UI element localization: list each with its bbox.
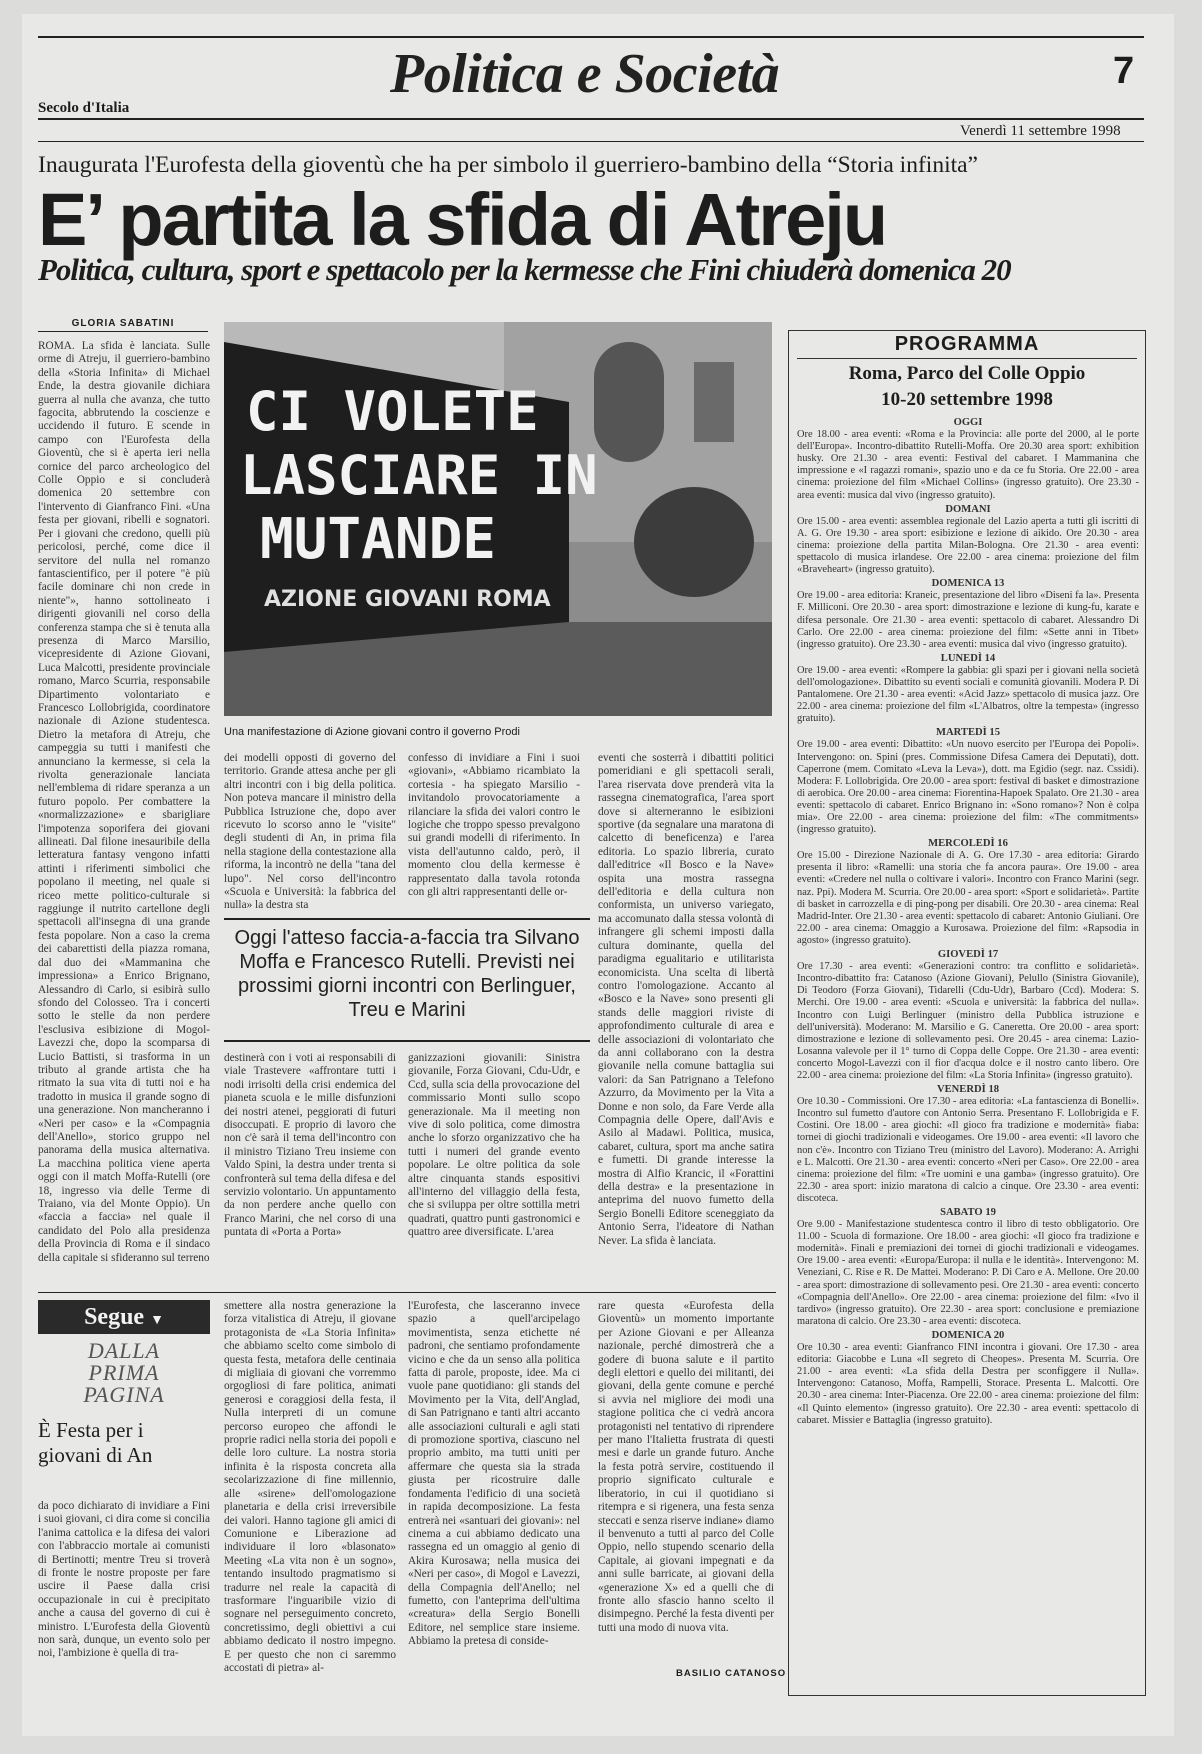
byline-rule (38, 331, 208, 332)
programma-rule (797, 358, 1137, 359)
bottom-column-2: smettere alla nostra generazione la forza vitalistica di Atreju, il giovane protagonista de «La Storia Infinita» che abbiamo scelto come simbolo di questa festa, metafora delle centinaia di migliaia di giovani che vorremmo orgogliosi di fare politica, animati generosi e coraggiosi della festa, il Nulla interpreti di un comune percorso europeo che affondi le proprie radici nella storia dei popoli e delle loro culture. La nostra storia infinita è la risposta concreta alla secolarizzazione di fine millennio, alle «sirene» dell'omologazione planetaria e della crisi irreversibile dei valori. Hanno tagione gli amici di Comunione e Liberazione ad individuare il loro «blasonato» Meeting «La vita non è un sogno», tentando insultodo pragmatismo si tradurre nel reale la capacità di trasformare l'inguaribile vizio di sognare nel perseguimento concreto, concretissimo, degli obiettivi a cui abbiamo dedicato il nostro impegno. E per questo che non ci saremmo accostati di pietra» al- (224, 1300, 396, 1674)
bottom-column-4: rare questa «Eurofesta della Gioventù» un momento importante per Azione Giovani e per Alleanza nazionale, perché dimostrerà che a godere di buona salute e il partito degli elettori e quello dei militanti, dei giovani, della gente comune e perché si avvia nel migliore dei modi una stagione politica che ci vedrà ancora protagonisti nel tentativo di riprendere per mano l'Italietta frustrata di questi mesi e darle un grande futuro. Anche la festa potrà servire, costituendo il proprio significato culturale e liberatorio, in cui il quotidiano si ritempra e si rigenera, una festa senza steccati e senza riserve indiane» diamo il benvenuto a tutti al parco del Colle Oppio, nello stupendo scenario della Capitale, ai giovani impegnati e da anni sulle barricate, ai giovani della «generazione X» ed a quelli che di fronte allo sfascio hanno scelto il disimpegno. Perché la festa diventi per tutti una modo di nuova vita. (598, 1300, 774, 1634)
day-heading: OGGI (953, 417, 983, 428)
programma-title: PROGRAMMA (894, 333, 1040, 355)
top-rule (38, 36, 1144, 38)
segue-label (38, 1300, 210, 1334)
day-events: Ore 19.00 - area editoria: Kraneic, presentazione del libro «Diseni fa la». Presenta F. Milliconi. Ore 20.30 - area sport: dimostrazione e lezione di kung-fu, karate e difesa personale. Ore 21.30 - area eventi: spettacolo di cabaret. Alessandro Di Carlo. Ore 22.00 - area cinema: proiezione del film: «Sette anni in Tibet» (ingresso gratuito). Ore 23.30 - area eventi: musica dal vivo (ingresso gratuito). (797, 590, 1139, 650)
arrow-down-icon: ▼ (150, 1313, 164, 1328)
pull-quote: Oggi l'atteso faccia-a-faccia tra Silvano Moffa e Francesco Rutelli. Previsti nei prossimi giorni incontri con Berlinguer, Treu e Marini (234, 927, 580, 1021)
photo-caption: Una manifestazione di Azione giovani contro il governo Prodi (224, 726, 520, 738)
article-column-1: ROMA. La sfida è lanciata. Sulle orme di Atreju, il guerriero-bambino della «Storia Infinita» di Michael Ende, la destra giovanile dichiara guerra al nulla che avanza, che tutto fagocita, abbrutendo la coscienze e uccidendo il futuro. E scende in campo con l'Eurofesta della Gioventù, che si è aperta ieri nella cornice del parco archeologico del Colle Oppio e si concluderà domenica 20 settembre con l'intervento di Gianfranco Fini. «Una festa per giovani, ribelli e sognatori. Per i giovani che credono, quelli più pericolosi, perché, come dice il servitore del nulla nel romanzo fantascientifico, per il potere "è più facile dominare chi non crede in niente"», hanno sottolineato i dirigenti giovanili nel corso della conferenza stampa che si è tenuta alla presenza di Marco Marsilio, vicepresidente di Azione Giovani, Luca Malcotti, presidente provinciale romano, Marco Scurria, responsabile Dipartimento volontariato e Francesco Lollobrigida, coordinatore nazionale di Azione studentesca. Dietro la metafora di Atreju, che campeggia su tutti i manifesti che annunciano la kermesse, si cela la rivolta generazionale lanciata nell'emblema di ridare speranza a un futuro popolo. Per combattere la «normalizzazione» e sbarigliare l'impotenza soporifera dei giovani allineati. Dal filone inesauribile della letteratura fantasy vengono infatti attinti i riferimenti simbolici che popolano il meeting, nel quale si riceo mette politico-culturale si raggiunge il nutrito cartellone degli spettacoli all'insegna di una grande festa popolare. Non a caso la crema dei cabarettisti della piazza romana, dal duo dei «Mammanina che impressiona» a Enrico Brignano, Alessandro di Carlo, si esibirà sullo sfondo del Colosseo. Tra i concerti sotto le stelle da non perdere l'esclusiva esibizione di Mogol-Lavezzi che, dopo la scomparsa di Lucio Battisti, si trasforma in un tributo al grande artista che ha ritmato la sua vita di tutti noi e ha tradotto in musica il grande sogno di una generazione. Non mancheranno i «Neri per caso» e la «Compagnia dell'Anello», storico gruppo nel panorama della musica alternativa. La macchina politica viene aperta oggi con il match Moffa-Rutelli (ore 18, ingresso via delle Terme di Traiano, via del Monte Oppio). Un «faccia a faccia» nel quale il candidato del Polo alla presidenza della Provincia di Roma e il sindaco della capitale si sfideranno sul terreno (38, 340, 210, 1264)
bottom-column-1: da poco dichiarato di invidiare a Fini i suoi giovani, ci dira come si concilia l'anima cattolica e la difesa dei valori con l'abbraccio mortale ai comunisti di Bertinotti; mentre Treu si troverà di fronte le nostre proposte per fare uscire il Paese dalla crisi occupazionale in cui è precipitato anche a causa del governo di cui è ministro. L'Eurofesta della Gioventù non sarà, dunque, un evento solo per noi, l'ambizione è quella di tra- (38, 1500, 210, 1660)
signature: BASILIO CATANOSO (676, 1668, 787, 1679)
article-column-2b: destinerà con i voti ai responsabili di viale Trastevere «affrontare tutti i nodi irrisolti della crisi endemica del pianeta scuola e le mille disfunzioni dei nostri atenei, peggiorati di futuri disoccupati. E proprio di lavoro che non c'è sarà il tema dell'incontro con il ministro Tiziano Treu insieme con Valdo Spini, la destra under trenta si confronterà sul tema della difesa e del servizio volontario. Un appuntamento da non perdere anche quello con Franco Marini, che nel corso di una puntata di «Porta a Porta» (224, 1052, 396, 1239)
article-column-2: dei modelli opposti di governo del territorio. Grande attesa anche per gli altri incontri con i big della politica. Non poteva mancare il ministro della Pubblica Istruzione che, dopo aver ricevuto lo scorso anno le "visite" degli studenti di An, in prima fila nella stagione della contestazione alla riforma, la incontrò ne della "tana del lupo". Nel corso dell'incontro «Scuola e Università: la fabbrica del nulla» la destra sta (224, 752, 396, 912)
programma-dates: 10-20 settembre 1998 (881, 389, 1053, 410)
programma-schedule (789, 411, 1145, 1427)
programma-box (788, 330, 1146, 1696)
banner-line-1: CI VOLETE (246, 380, 539, 443)
bottom-column-3: l'Eurofesta, che lasceranno invece spazio a quell'arcipelago movimentista, senza etichette né padroni, che sentiamo profondamente vicino e che da un senso alla politica fatta di parole, proposte, idee. Ma ci vuole pane quotidiano: gli stands del Movimento per la Vita, dell'Anglad, di San Patrignano e tanti altri accanto alle associazioni culturali e agli stati di promozione sportiva, ciascuno nel proprio ambito, ma tutti uniti per affermare che questa sia la strada giusta per ricostruire dalle fondamenta l'edificio di una società in rapida decomposizione. La festa entrerà nei «santuari dei giovani»: nel cinema a cui abbiamo dedicato una rassegna ed un omaggio al genio di Akira Kurosawa; nella musica dei «Neri per caso», di Mogol e Lavezzi, della Compagnia dell'Anello; nel fumetto, con l'anteprima dell'ultima «creatura» della Sergio Bonelli Editore, nel semplice stare insieme. Abbiamo la pretesa di conside- (408, 1300, 580, 1648)
day-heading: DOMENICA 20 (931, 1329, 1005, 1341)
day-heading: DOMANI (945, 503, 991, 515)
banner-line-2: LASCIARE IN (240, 444, 598, 507)
pullquote-rule-top (224, 918, 590, 920)
day-heading: MARTEDÌ 15 (935, 727, 1001, 739)
pullquote-rule-bottom (224, 1040, 590, 1042)
programma-place: Roma, Parco del Colle Oppio (848, 363, 1086, 384)
byline: GLORIA SABATINI (71, 318, 175, 329)
photo-illustration (224, 322, 772, 716)
dalla-line-3: PAGINA (83, 1382, 165, 1407)
dalla-line-2: PRIMA (88, 1360, 160, 1385)
segue-text: Segue (84, 1304, 145, 1330)
dalla-line-1: DALLA (87, 1338, 161, 1363)
day-events: Ore 15.00 - area eventi: assemblea regionale del Lazio aperta a tutti gli iscritti di A. G. Ore 19.30 - area sport: esibizione e lezione di aikido. Ore 20.30 - area cinema: proiezione della partita Milan-Bologna. Ore 21.30 - area eventi: spettacolo di musica irlandese. Ore 22.00 - area cinema: proiezione del film «Braveheart» (ingresso gratuito). (797, 515, 1139, 576)
section-divider (38, 1292, 776, 1293)
newspaper-name: Secolo d'Italia (38, 100, 130, 116)
masthead-rule (38, 118, 1144, 120)
day-events: Ore 17.30 - area eventi: «Generazioni contro: tra conflitto e solidarietà». Incontro-dibattito fra: Catanoso (Azione Giovani), Pelullo (Sinistra Giovanile), Di Teodoro (Forza Giovani), Tidarelli (Cdu-Udr), Barbaro (Ccd). Modera: S. Merchi. Ore 19.00 - area eventi: «Scuola e università: la fabbrica del nulla». Incontro con Luigi Berlinguer (ministro della Pubblica istruzione e dell'università). Moderano: M. Marsilio e G. Caneretta. Ore 20.00 - area sport: dimostrazione e lezione di sollevamento pesi. Ore 20.45 - area cinema: Lazio-Losanna valevole per il 1° turno di Coppa delle Coppe. Ore 21.30 - area eventi: concerto Mogol-Lavezzi con il fior d'acqua dolce e il nostro canto libero. Ore 22.00 - area cinema: proiezione del film: «La Storia Infinita» (ingresso gratuito). (797, 961, 1139, 1081)
photo-protest-banner (224, 322, 772, 716)
day-events: Ore 19.00 - area eventi: Dibattito: «Un nuovo esercito per l'Europa dei Popoli». Intervengono: on. Spini (pres. Commissione Difesa Camera dei Deputati), dott. Caperrone (mem. Comitato «Leva la Leva»), dott. ma Egidio (segr. naz. Cssidi). Modera: F. Lollobrigida. Ore 20.00 - area sport: festival di basket e dimostrazione di aerobica. Ore 20.00 - area cinema: Fiorentina-Hapoek Spalato. Ore 21.30 - area eventi: spettacolo di cabaret. Enrico Brignano in: «Sono romano»? Non è colpa mia». Ore 22.00 - area cinema: proiezione del film: «The commitments» (ingresso gratuito). (797, 739, 1139, 836)
day-events: Ore 18.00 - area eventi: «Roma e la Provincia: alle porte del 2000, al le porte dell'Europa». Incontro-dibattito Rutelli-Moffa. Ore 20.30 area sport: exhibition husky. Ore 21.30 - area eventi: Festival del cabaret. I Mammanina che impressione e «I ragazzi romani», spazio uno e da ce fu Storia. Ore 22.00 - area cinema: proiezione del film «Michael Collins» (ingresso gratuito). Ore 23.30 - area eventi: musica dal vivo (ingresso gratuito). (797, 429, 1139, 501)
deck: Politica, cultura, sport e spettacolo per la kermesse che Fini chiuderà domenica 20 (38, 252, 1011, 287)
page-number: 7 (1113, 50, 1135, 92)
section-title: Politica e Società (390, 43, 780, 105)
day-heading: MERCOLEDÌ 16 (928, 838, 1008, 850)
day-events: Ore 9.00 - Manifestazione studentesca contro il libro di testo obbligatorio. Ore 11.00 - Scuola di formazione. Ore 18.00 - area giochi: «Il gioco fra tradizione e modernità». Finali e premiazioni dei tornei di giochi tradizionali e videogames. Ore 19.00 - area eventi: «Europa/Europa: il nulla e le identità». Intervengono: M. Veneziani, C. Rise e R. De Mattei. Moderano: P. Di Caro e A. Mellone. Ore 20.00 - area sport: dimostrazione di sollevamento pesi. Ore 21.30 - area eventi: concerto «Compagnia dell'Anello». Ore 22.00 - area cinema: proiezione del film: «Ivo il tardivo» (ingresso gratuito). Ore 22.30 - area sport: conclusione e premiazione maratona di calcio. Ore 23.30 - area eventi: discoteca. (797, 1219, 1139, 1327)
dalla-prima-pagina (38, 1340, 210, 1406)
article-column-3b: ganizzazioni giovanili: Sinistra giovanile, Forza Giovani, Cdu-Udr, e Ccd, sulla scia della provocazione del commissario Monti sullo scopo generazionale. Ma il meeting non vive di solo politica, come dimostra anche lo sforzo organizzativo che ha tutti i numeri del grande evento popolare. Le oltre politica da sole altre cinquanta stands espositivi all'interno del villaggio della festa, che si sviluppa per oltre sottilla metri quadrati, quattro punti gastronomici e quattro aree diversificate. L'area (408, 1052, 580, 1239)
day-heading: LUNEDÌ 14 (940, 652, 996, 664)
article-column-4: eventi che sosterrà i dibattiti politici pomeridiani e gli spettacoli serali, l'area riservata dove prenderà vita la rassegna cinematografica, l'area sport dove si alterneranno le esibizioni sportive (da segnalare una maratona di calcetto di beneficenza) e l'area editoria. Lo spazio libreria, curato dall'editrice «Il Bosco e la Nave» ospita una mostra rassegna dell'editoria e della cultura non conformista, un universo variegato, ma accomunato dalla stessa volontà di infrangere gli schemi imposti dalla cultura dominante, quella del paradigma egualitario e utilitarista economicista. Una scelta di libertà contro l'omologazione. Accanto al «Bosco e la Nave» sono presenti gli stands delle maggiori riviste di approfondimento culturale di area e delle associazioni di volontariato che da anni collaborano con la destra giovanile nella comune battaglia sui valori: da San Patrignano a Telefono Azzurro, da Movimento per la Vita a Donne e non solo, da Fare Verde alla Compagnia delle Opere, dall'Avis e Asilo al Madawi. Politica, musica, cabaret, cultura, sport ma anche satira e fumetti. Di grande interesse la mostra di Alfio Krancic, il «Forattini della destra» e la presentazione in anteprima del nuovo fumetto della Sergio Bonelli Editore sceneggiato da Antonio Serra, l'ideatore di Nathan Never. La sfida è lanciata. (598, 752, 774, 1247)
kicker: Inaugurata l'Eurofesta della gioventù che ha per simbolo il guerriero-bambino della “Storia infinita” (38, 152, 978, 178)
festa-title: È Festa per i giovani di An (38, 1418, 153, 1467)
date-rule (38, 141, 1144, 142)
article-column-3: confesso di invidiare a Fini i suoi «giovani», «Abbiamo ricambiato la cortesia - ha spiegato Marsilio - invitandolo provocatoriamente a rilanciare la sfida dei valori contro le logiche che troppo spesso prevalgono sui grandi modelli di riferimento. In vista dell'autunno caldo, però, il momento clou della kermesse è rappresentato dalla tavola rotonda con gli altri rappresentanti delle or- (408, 752, 580, 899)
day-heading: SABATO 19 (940, 1207, 996, 1218)
banner-line-4: AZIONE GIOVANI ROMA (264, 587, 551, 612)
headline: E’ partita la sfida di Atreju (38, 178, 887, 261)
day-heading: VENERDÌ 18 (936, 1084, 1000, 1096)
day-events: Ore 15.00 - Direzione Nazionale di A. G. Ore 17.30 - area editoria: Girardo presenta il libro: «Ramelli: una storia che fa ancora paura». Ore 19.00 - area eventi: «Credere nel nulla o coltivare i valori». Incontro con Franco Marini (segr. naz. Ppi). Modera M. Scurria. Ore 20.00 - area sport: «Sport e solidarietà». Partite di basket in carrozzella e di ping-pong per disabili. Ore 20.30 - area cinema: Real Madrid-Inter. Ore 21.30 - area eventi: spettacolo di cabaret: Antonio Giuliani. Ore 22.00 - area cinema: Omaggio a Kurosawa. Proiezione del film: «Rapsodia in agosto» (ingresso gratuito). (797, 850, 1139, 946)
banner-line-3: MUTANDE (260, 507, 497, 572)
day-events: Ore 10.30 - area eventi: Gianfranco FINI incontra i giovani. Ore 17.30 - area editoria: Giacobbe e Luna «Il segreto di Cheopes». Presenta M. Scurria. Ore 21.00 - area eventi: «La sfida della Destra per sconfiggere il Nulla». Intervengono: Catanoso, Moffa, Rampelli, Storace. Presenta L. Malcotti. Ore 20.30 - area cinema: Inter-Piacenza. Ore 22.00 - area cinema: proiezione del film: «Il Quinto elemento» (ingresso gratuito). Ore 22.30 - area eventi: spettacolo di cabaret. Missier e Battaglia (ingresso gratuito). (797, 1342, 1139, 1426)
day-heading: DOMENICA 13 (931, 578, 1005, 590)
issue-date: Venerdì 11 settembre 1998 (960, 123, 1121, 139)
day-heading: GIOVEDÌ 17 (937, 949, 999, 961)
day-events: Ore 10.30 - Commissioni. Ore 17.30 - area editoria: «La fantascienza di Bonelli». Incontro sul fumetto d'autore con Antonio Serra. Presentano F. Lollobrigida e F. Costini. Ore 18.00 - area giochi: «Il gioco fra tradizione e modernità» fiaba: tornei di giochi tradizionali e videogames. Ore 19.00 - area eventi: «Il lavoro che non c'è». Incontro con Tiziano Treu (ministro del Lavoro). Moderano: A. Arrighi e L. Malcotti. Ore 21.30 - area eventi: concerto «Neri per Caso». Ore 22.00 - area cinema: proiezione del film: «Tre uomini e una gamba» (ingresso gratuito). Ore 22.30 - area sport: inizio maratona di calcio a cinque. Ore 23.30 - area eventi: discoteca. (797, 1096, 1139, 1204)
day-events: Ore 19.00 - area eventi: «Rompere la gabbia: gli spazi per i giovani nella società dell'omologazione». Dibattito su eventi sociali e comunità giovanili. Modera P. Di Pantalomene. Ore 21.30 - area eventi: «Acid Jazz» spettacolo di musica jazz. Ore 22.00 - area cinema: proiezione del film «L'Albatros, oltre la tempesta» (ingresso gratuito). (797, 664, 1139, 725)
